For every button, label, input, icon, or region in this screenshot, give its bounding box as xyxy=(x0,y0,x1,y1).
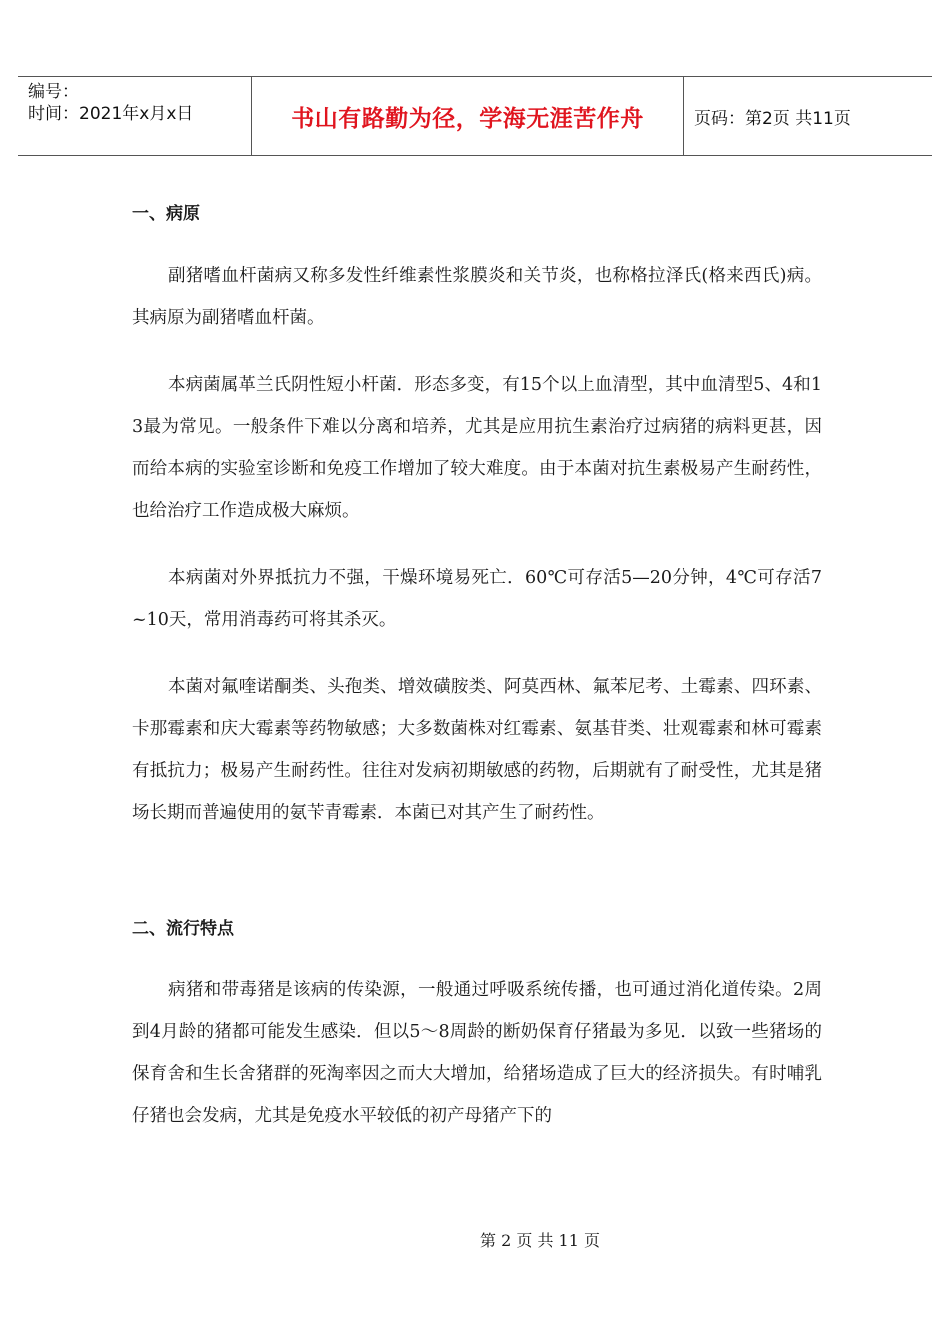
time-label: 时间：2021年x月x日 xyxy=(28,104,194,124)
paragraph: 本病菌属革兰氏阴性短小杆菌．形态多变，有15个以上血清型，其中血清型5、4和13最为常见。一般条件下难以分离和培养，尤其是应用抗生素治疗过病猪的病料更甚，因而给本病的实验室诊断和免疫工作增加了较大难度。由于本菌对抗生素极易产生耐药性，也给治疗工作造成极大麻烦。 xyxy=(132,375,822,521)
section-heading: 二、流行特点 xyxy=(132,919,234,939)
section-heading: 一、病原 xyxy=(132,204,200,224)
page-header xyxy=(18,76,932,156)
header-page-label: 页码：第2页 共11页 xyxy=(694,108,851,129)
paragraph: 病猪和带毒猪是该病的传染源，一般通过呼吸系统传播，也可通过消化道传染。2周到4月龄的猪都可能发生感染．但以5～8周龄的断奶保育仔猪最为多见．以致一些猪场的保育舍和生长舍猪群的死淘率因之而大大增加，给猪场造成了巨大的经济损失。有时哺乳仔猪也会发病，尤其是免疫水平较低的初产母猪产下的 xyxy=(132,980,822,1126)
header-meta xyxy=(18,77,252,155)
paragraph: 本病菌对外界抵抗力不强，干燥环境易死亡．60℃可存活5—20分钟，4℃可存活7~10天，常用消毒药可将其杀灭。 xyxy=(132,568,822,630)
page-footer: 第 2 页 共 11 页 xyxy=(480,1231,600,1250)
number-label: 编号： xyxy=(28,82,79,102)
header-motto: 书山有路勤为径，学海无涯苦作舟 xyxy=(252,77,684,155)
paragraph: 副猪嗜血杆菌病又称多发性纤维素性浆膜炎和关节炎，也称格拉泽氏(格来西氏)病。其病原为副猪嗜血杆菌。 xyxy=(132,266,822,328)
paragraph: 本菌对氟喹诺酮类、头孢类、增效磺胺类、阿莫西林、氟苯尼考、土霉素、四环素、卡那霉素和庆大霉素等药物敏感；大多数菌株对红霉素、氨基苷类、壮观霉素和林可霉素有抵抗力；极易产生耐药性。往往对发病初期敏感的药物，后期就有了耐受性，尤其是猪场长期而普遍使用的氨苄青霉素．本菌已对其产生了耐药性。 xyxy=(132,677,822,823)
